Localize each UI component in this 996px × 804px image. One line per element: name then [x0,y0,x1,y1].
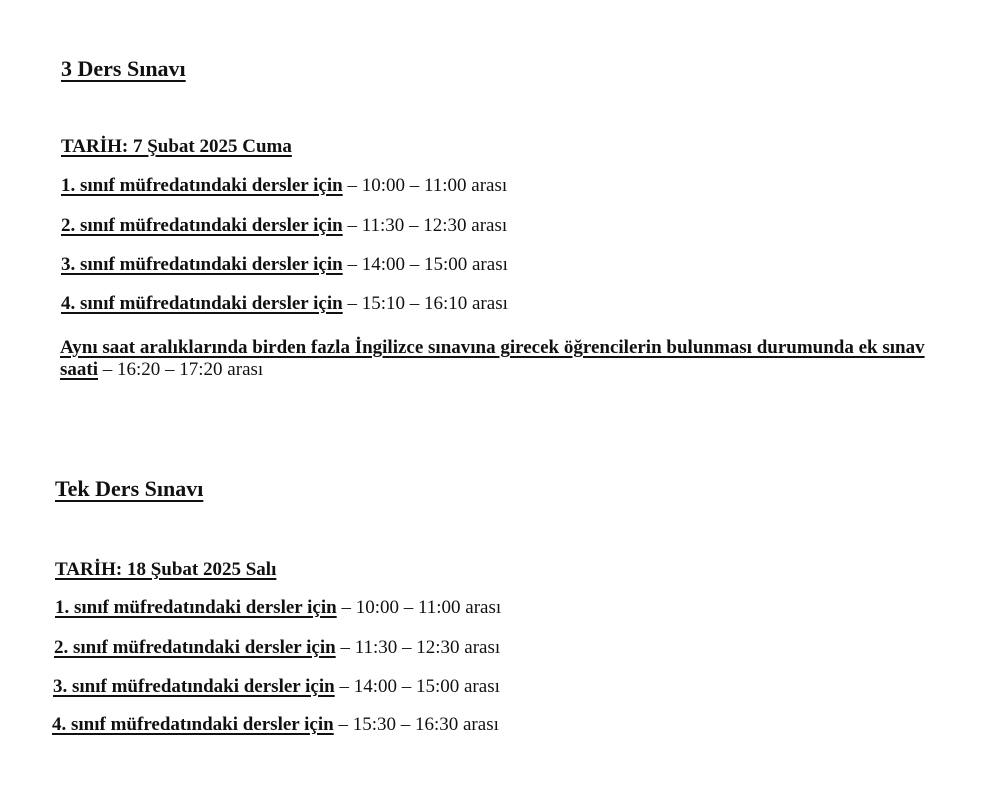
row-label: 3. sınıf müfredatındaki dersler için [61,254,343,275]
schedule-row [61,254,508,276]
row-time: – 11:30 – 12:30 arası [342,215,508,236]
note-label: Aynı saat aralıklarında birden fazla İngilizce sınavına girecek öğrencilerin bulunması durumunda ek sınav saati [60,337,925,380]
row-label: 2. sınıf müfredatındaki dersler için [61,215,343,236]
schedule-row [61,215,507,237]
row-time: – 15:30 – 16:30 arası [333,714,499,735]
row-label: 3. sınıf müfredatındaki dersler için [53,676,335,697]
schedule-row [55,597,501,619]
row-time: – 15:10 – 16:10 arası [342,293,508,314]
row-label: 4. sınıf müfredatındaki dersler için [52,714,334,735]
row-label: 1. sınıf müfredatındaki dersler için [61,175,343,196]
row-time: – 10:00 – 11:00 arası [342,175,508,196]
schedule-row [53,676,500,698]
schedule-row [54,637,500,659]
row-label: 1. sınıf müfredatındaki dersler için [55,597,337,618]
extra-session-note [60,337,940,381]
schedule-row [61,175,507,197]
row-time: – 10:00 – 11:00 arası [336,597,502,618]
note-time: – 16:20 – 17:20 arası [98,359,264,380]
row-time: – 14:00 – 15:00 arası [342,254,508,275]
schedule-row [61,293,508,315]
section-date-tek-ders: TARİH: 18 Şubat 2025 Salı [55,559,277,580]
section-title-3-ders: 3 Ders Sınavı [61,56,186,81]
schedule-row [52,714,499,736]
row-time: – 11:30 – 12:30 arası [335,637,501,658]
section-title-tek-ders: Tek Ders Sınavı [55,476,204,501]
section-date-3-ders: TARİH: 7 Şubat 2025 Cuma [61,136,292,157]
row-label: 2. sınıf müfredatındaki dersler için [54,637,336,658]
row-time: – 14:00 – 15:00 arası [334,676,500,697]
row-label: 4. sınıf müfredatındaki dersler için [61,293,343,314]
